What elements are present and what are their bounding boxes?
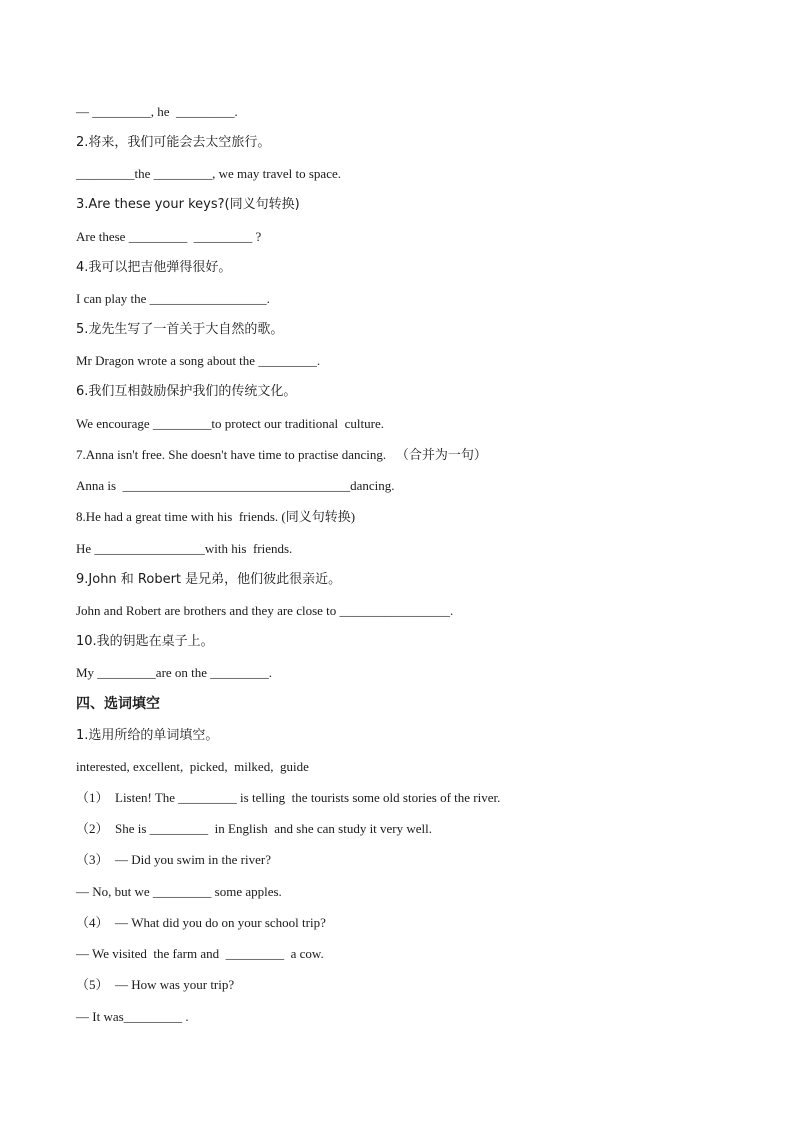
blank-item-4-answer: — We visited the farm and _________ a cow.	[76, 946, 324, 961]
question-6: 6.我们互相鼓励保护我们的传统文化。	[76, 384, 297, 399]
answer-line-5: Mr Dragon wrote a song about the _________.	[76, 353, 321, 368]
answer-line-1b: — _________, he _________.	[76, 104, 238, 119]
question-5: 5.龙先生写了一首关于大自然的歌。	[76, 322, 284, 337]
section-heading: 四、选词填空	[76, 696, 160, 712]
question-2: 2.将来，我们可能会去太空旅行。	[76, 135, 271, 150]
answer-line-3: Are these _________ _________ ?	[76, 229, 262, 244]
answer-line-10: My _________are on the _________.	[76, 665, 273, 680]
answer-line-4: I can play the __________________.	[76, 291, 270, 306]
question-9: 9.John 和 Robert 是兄弟，他们彼此很亲近。	[76, 572, 342, 587]
answer-line-7: Anna is ___________________________________dancing.	[76, 478, 395, 493]
word-bank: interested, excellent, picked, milked, guide	[76, 759, 309, 774]
blank-item-3-question: （3） — Did you swim in the river?	[76, 852, 271, 867]
question-10: 10.我的钥匙在桌子上。	[76, 634, 214, 649]
instruction: 1.选用所给的单词填空。	[76, 728, 219, 743]
answer-line-8: He _________________with his friends.	[76, 541, 293, 556]
question-7: 7.Anna isn't free. She doesn't have time to practise dancing. （合并为一句）	[76, 447, 487, 462]
question-3: 3.Are these your keys?(同义句转换)	[76, 197, 300, 212]
answer-line-9: John and Robert are brothers and they are close to _________________.	[76, 603, 454, 618]
answer-line-6: We encourage _________to protect our traditional culture.	[76, 416, 384, 431]
blank-item-4-question: （4） — What did you do on your school trip?	[76, 915, 326, 930]
blank-item-5-answer: — It was_________ .	[76, 1009, 189, 1024]
answer-line-2: _________the _________, we may travel to space.	[76, 166, 341, 181]
blank-item-3-answer: — No, but we _________ some apples.	[76, 884, 282, 899]
blank-item-5-question: （5） — How was your trip?	[76, 977, 235, 992]
blank-item-2: （2） She is _________ in English and she can study it very well.	[76, 821, 433, 836]
question-8: 8.He had a great time with his friends. (同义句转换)	[76, 509, 356, 524]
question-4: 4.我可以把吉他弹得很好。	[76, 260, 232, 275]
blank-item-1: （1） Listen! The _________ is telling the tourists some old stories of the river.	[76, 790, 501, 805]
